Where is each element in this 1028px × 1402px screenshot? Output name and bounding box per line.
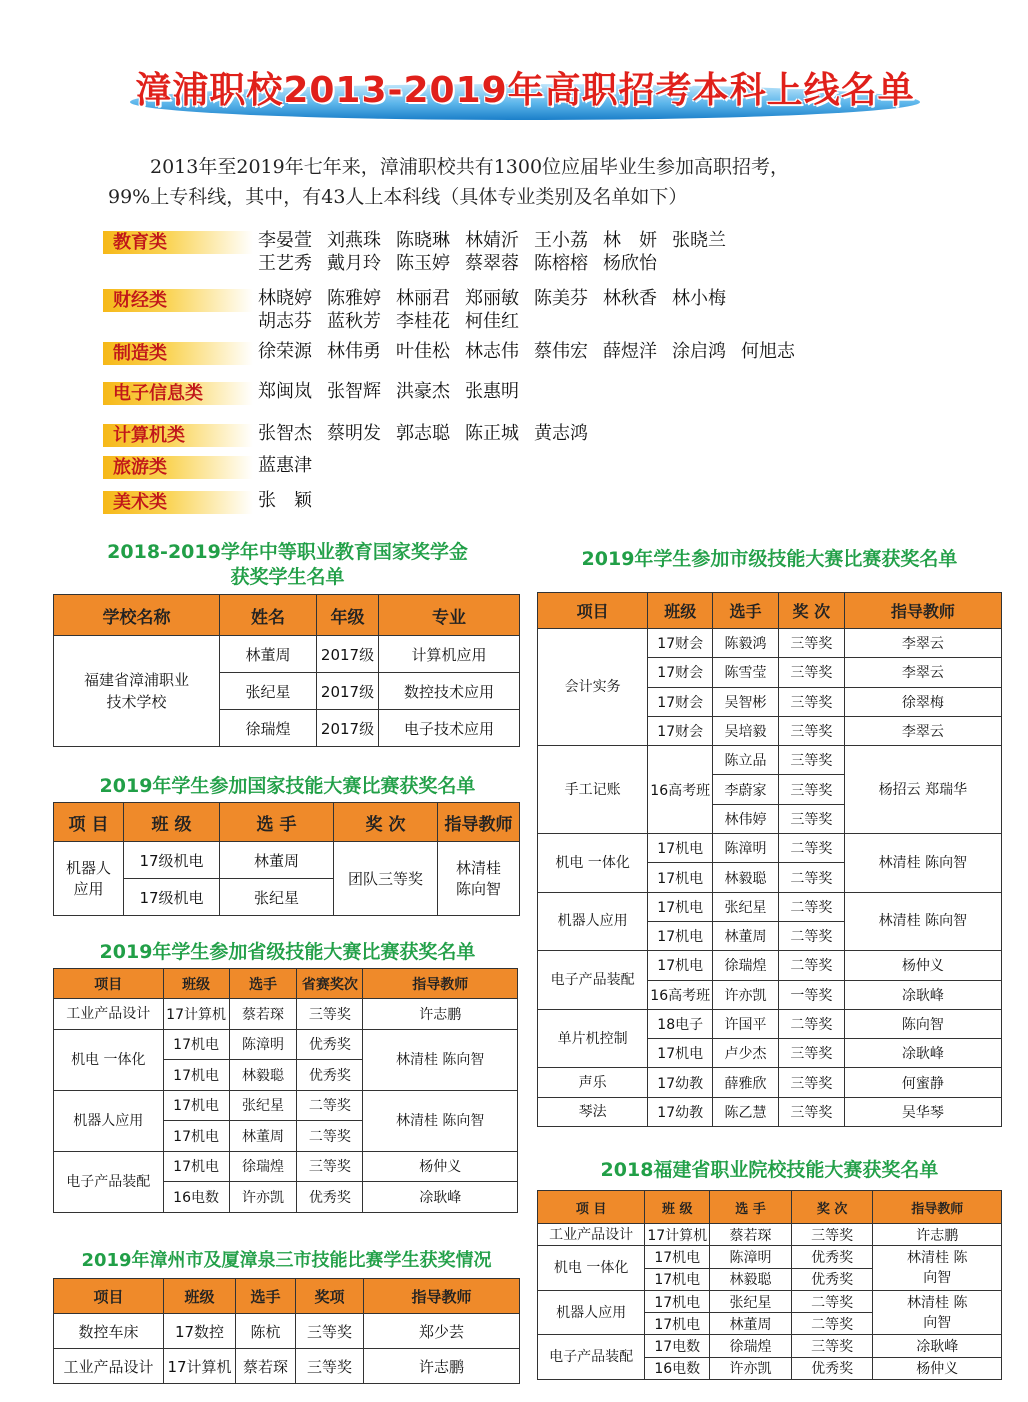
table-row xyxy=(54,1151,518,1182)
class-cell: 17财会 xyxy=(648,629,713,658)
award-cell: 一等奖 xyxy=(778,980,844,1009)
award-cell: 二等奖 xyxy=(791,1290,873,1312)
project-cell: 工业产品设计 xyxy=(54,999,164,1030)
table-row xyxy=(538,1009,1002,1038)
class-cell: 17计算机 xyxy=(163,999,229,1030)
teacher-cell: 杨仲义 xyxy=(363,1151,518,1182)
class-cell: 17机电 xyxy=(645,1290,710,1312)
award-cell: 三等奖 xyxy=(778,804,844,833)
name-cell: 林董周 xyxy=(229,1121,297,1152)
class-cell: 17机电 xyxy=(648,892,713,921)
table-header: 学校名称 xyxy=(54,595,220,636)
scholarship-title xyxy=(55,540,520,590)
table-row xyxy=(54,999,518,1030)
intro-line-2: 99%上专科线，其中，有43人上本科线（具体专业类别及名单如下） xyxy=(108,186,688,208)
class-cell: 17财会 xyxy=(648,716,713,745)
table-header: 选 手 xyxy=(710,1191,792,1224)
name-cell: 张纪星 xyxy=(710,1290,792,1312)
class-cell: 17机电 xyxy=(648,921,713,950)
teacher-cell: 林清桂 陈向智 xyxy=(844,892,1001,951)
student-name: 叶佳松 xyxy=(396,341,450,362)
student-name: 徐荣源 xyxy=(258,341,312,362)
table-cell: 林董周 xyxy=(220,636,317,673)
class-cell: 16电数 xyxy=(645,1357,710,1379)
table-header: 选手 xyxy=(229,969,297,999)
title-banner xyxy=(130,62,920,128)
name-cell: 蔡若琛 xyxy=(710,1224,792,1246)
teacher-cell: 李翠云 xyxy=(844,629,1001,658)
table-cell: 计算机应用 xyxy=(379,636,520,673)
student-name: 薛煜洋 xyxy=(603,341,657,362)
school-name-cell: 福建省漳浦职业技术学校 xyxy=(54,636,220,747)
project-cell: 电子产品装配 xyxy=(538,1335,645,1380)
table-header: 指导教师 xyxy=(438,803,520,842)
table-header: 项目 xyxy=(538,593,648,629)
award-cell: 团队三等奖 xyxy=(334,842,438,916)
name-cell: 蔡若琛 xyxy=(229,999,297,1030)
intro-line-1: 2013年至2019年七年来，漳浦职校共有1300位应届毕业生参加高职招考， xyxy=(150,156,790,178)
category-label: 美术类 xyxy=(103,491,253,514)
name-cell: 张纪星 xyxy=(713,892,779,921)
class-cell: 17幼教 xyxy=(648,1097,713,1126)
name-cell: 陈乙慧 xyxy=(713,1097,779,1126)
table-cell: 电子技术应用 xyxy=(379,710,520,747)
table-header: 项 目 xyxy=(54,803,124,842)
teacher-cell: 杨仲义 xyxy=(844,951,1001,980)
award-cell: 三等奖 xyxy=(297,1151,363,1182)
table-header: 选手 xyxy=(236,1279,296,1314)
category-label: 财经类 xyxy=(103,289,253,312)
name-cell: 陈漳明 xyxy=(229,1029,297,1060)
category-label: 制造类 xyxy=(103,342,253,365)
table-row xyxy=(538,892,1002,921)
project-cell: 机器人应用 xyxy=(54,1090,164,1151)
teacher-cell: 何蜜静 xyxy=(844,1068,1001,1097)
student-name: 陈雅婷 xyxy=(327,288,381,309)
scholarship-title-line-2: 获奖学生名单 xyxy=(230,566,345,588)
student-name: 蔡伟宏 xyxy=(534,341,588,362)
table-cell: 数控车床 xyxy=(54,1314,164,1349)
class-cell: 17机电 xyxy=(163,1151,229,1182)
category-label: 教育类 xyxy=(103,231,253,254)
zhangzhou-table xyxy=(53,1278,520,1384)
table-cell: 林董周 xyxy=(220,842,334,879)
student-name: 郭志聪 xyxy=(396,423,450,444)
name-cell: 薛雅欣 xyxy=(713,1068,779,1097)
teacher-cell: 凃耿峰 xyxy=(873,1335,1002,1357)
project-cell: 机器人应用 xyxy=(538,1290,645,1335)
table-header: 班 级 xyxy=(124,803,220,842)
table-row xyxy=(54,1090,518,1121)
project-cell: 单片机控制 xyxy=(538,1009,648,1068)
award-cell: 三等奖 xyxy=(778,746,844,775)
student-name: 黄志鸿 xyxy=(534,423,588,444)
project-cell: 工业产品设计 xyxy=(538,1224,645,1246)
table-header: 奖项 xyxy=(296,1279,364,1314)
project-cell: 琴法 xyxy=(538,1097,648,1126)
teacher-cell: 吴华琴 xyxy=(844,1097,1001,1126)
award-cell: 三等奖 xyxy=(297,999,363,1030)
header-row xyxy=(54,969,518,999)
table-row xyxy=(538,1335,1002,1357)
category-names-line xyxy=(258,489,327,512)
provincial-table xyxy=(53,968,518,1213)
category-label: 电子信息类 xyxy=(103,382,253,405)
fujian-title: 2018福建省职业院校技能大赛获奖名单 xyxy=(600,1159,939,1181)
category-names-line xyxy=(258,340,810,363)
award-cell: 二等奖 xyxy=(778,892,844,921)
class-cell: 17机电 xyxy=(163,1090,229,1121)
award-cell: 三等奖 xyxy=(778,1068,844,1097)
name-cell: 徐瑞煌 xyxy=(710,1335,792,1357)
table-header: 姓名 xyxy=(220,595,317,636)
student-name: 张惠明 xyxy=(465,381,519,402)
teacher-cell: 林清桂 陈向智 xyxy=(844,834,1001,893)
award-cell: 优秀奖 xyxy=(297,1182,363,1213)
award-cell: 二等奖 xyxy=(778,863,844,892)
teacher-cell: 林清桂 陈向智 xyxy=(873,1290,1002,1335)
class-cell: 17机电 xyxy=(645,1313,710,1335)
table-header: 选手 xyxy=(713,593,779,629)
category-label: 旅游类 xyxy=(103,456,253,479)
fujian-table xyxy=(537,1190,1002,1380)
table-header: 指导教师 xyxy=(363,969,518,999)
class-cell: 17机电 xyxy=(163,1060,229,1091)
table-cell: 17数控 xyxy=(164,1314,236,1349)
student-name: 胡志芬 xyxy=(258,311,312,332)
award-cell: 二等奖 xyxy=(778,951,844,980)
award-cell: 三等奖 xyxy=(778,687,844,716)
student-name: 陈榕榕 xyxy=(534,253,588,274)
project-cell: 声乐 xyxy=(538,1068,648,1097)
zhangzhou-title: 2019年漳州市及厦漳泉三市技能比赛学生获奖情况 xyxy=(81,1250,492,1271)
name-cell: 卢少杰 xyxy=(713,1039,779,1068)
category-names-line xyxy=(258,454,327,477)
name-cell: 张纪星 xyxy=(229,1090,297,1121)
name-cell: 林毅聪 xyxy=(713,863,779,892)
project-cell: 机器人应用 xyxy=(538,892,648,951)
name-cell: 许国平 xyxy=(713,1009,779,1038)
table-header: 奖 次 xyxy=(791,1191,873,1224)
student-name: 蔡翠蓉 xyxy=(465,253,519,274)
award-cell: 二等奖 xyxy=(778,1009,844,1038)
student-name: 林伟勇 xyxy=(327,341,381,362)
table-cell: 陈杭 xyxy=(236,1314,296,1349)
student-name: 林 妍 xyxy=(603,230,657,251)
table-cell: 三等奖 xyxy=(296,1349,364,1384)
award-cell: 二等奖 xyxy=(297,1121,363,1152)
class-cell: 17机电 xyxy=(645,1268,710,1290)
table-row xyxy=(538,1224,1002,1246)
student-name: 郑丽敏 xyxy=(465,288,519,309)
name-cell: 吴培毅 xyxy=(713,716,779,745)
table-row xyxy=(538,1097,1002,1126)
name-cell: 徐瑞煌 xyxy=(229,1151,297,1182)
class-cell: 16高考班 xyxy=(648,980,713,1009)
award-cell: 三等奖 xyxy=(778,629,844,658)
student-name: 林秋香 xyxy=(603,288,657,309)
project-cell: 电子产品装配 xyxy=(54,1151,164,1212)
table-row xyxy=(54,1029,518,1060)
student-name: 张智辉 xyxy=(327,381,381,402)
intro-paragraph xyxy=(108,152,968,212)
table-row xyxy=(538,951,1002,980)
teacher-cell: 凃耿峰 xyxy=(844,980,1001,1009)
table-cell: 工业产品设计 xyxy=(54,1349,164,1384)
award-cell: 二等奖 xyxy=(791,1313,873,1335)
student-name: 陈晓琳 xyxy=(396,230,450,251)
teacher-cell: 杨招云 郑瑞华 xyxy=(844,746,1001,834)
class-cell: 17机电 xyxy=(648,1039,713,1068)
header-row xyxy=(538,593,1002,629)
table-row xyxy=(538,746,1002,775)
category-label: 计算机类 xyxy=(103,424,253,447)
class-cell: 16电数 xyxy=(163,1182,229,1213)
project-cell: 机电 一体化 xyxy=(538,1246,645,1291)
table-cell: 蔡若琛 xyxy=(236,1349,296,1384)
award-cell: 优秀奖 xyxy=(791,1357,873,1379)
award-cell: 优秀奖 xyxy=(297,1029,363,1060)
teacher-cell: 林清桂 陈向智 xyxy=(873,1246,1002,1291)
name-cell: 陈雪莹 xyxy=(713,658,779,687)
teacher-cell: 徐翠梅 xyxy=(844,687,1001,716)
teacher-cell: 许志鹏 xyxy=(363,999,518,1030)
student-name: 王艺秀 xyxy=(258,253,312,274)
table-cell: 张纪星 xyxy=(220,879,334,916)
table-header: 指导教师 xyxy=(364,1279,520,1314)
student-name: 林志伟 xyxy=(465,341,519,362)
class-cell: 17电数 xyxy=(645,1335,710,1357)
name-cell: 林董周 xyxy=(713,921,779,950)
teacher-cell: 林清桂 陈向智 xyxy=(438,842,520,916)
class-cell: 17机电 xyxy=(648,834,713,863)
table-header: 奖 次 xyxy=(778,593,844,629)
name-cell: 吴智彬 xyxy=(713,687,779,716)
table-cell: 徐瑞煌 xyxy=(220,710,317,747)
award-cell: 二等奖 xyxy=(297,1090,363,1121)
class-cell: 17幼教 xyxy=(648,1068,713,1097)
category-names-line xyxy=(258,287,741,310)
table-cell: 17计算机 xyxy=(164,1349,236,1384)
class-cell: 17财会 xyxy=(648,687,713,716)
teacher-cell: 陈向智 xyxy=(844,1009,1001,1038)
national-title: 2019年学生参加国家技能大赛比赛获奖名单 xyxy=(99,775,476,797)
student-name: 杨欣怡 xyxy=(603,253,657,274)
header-row xyxy=(538,1191,1002,1224)
teacher-cell: 杨仲义 xyxy=(873,1357,1002,1379)
project-cell: 会计实务 xyxy=(538,629,648,746)
student-name: 陈正城 xyxy=(465,423,519,444)
table-header: 班级 xyxy=(163,969,229,999)
table-header: 选 手 xyxy=(220,803,334,842)
category-names-line xyxy=(258,252,672,275)
provincial-title: 2019年学生参加省级技能大赛比赛获奖名单 xyxy=(99,941,476,963)
award-cell: 三等奖 xyxy=(778,658,844,687)
teacher-cell: 许志鹏 xyxy=(873,1224,1002,1246)
table-header: 班级 xyxy=(648,593,713,629)
teacher-cell: 凃耿峰 xyxy=(844,1039,1001,1068)
award-cell: 优秀奖 xyxy=(791,1246,873,1268)
student-name: 刘燕珠 xyxy=(327,230,381,251)
scholarship-title-line-1: 2018-2019学年中等职业教育国家奖学金 xyxy=(107,541,468,563)
table-cell: 数控技术应用 xyxy=(379,673,520,710)
name-cell: 陈漳明 xyxy=(713,834,779,863)
class-cell: 17机电 xyxy=(163,1121,229,1152)
award-cell: 三等奖 xyxy=(791,1224,873,1246)
teacher-cell: 李翠云 xyxy=(844,658,1001,687)
national-table xyxy=(53,802,520,916)
award-cell: 三等奖 xyxy=(778,775,844,804)
project-cell: 机电 一体化 xyxy=(54,1029,164,1090)
class-cell: 17机电 xyxy=(648,951,713,980)
name-cell: 许亦凯 xyxy=(710,1357,792,1379)
teacher-cell: 凃耿峰 xyxy=(363,1182,518,1213)
table-header: 指导教师 xyxy=(873,1191,1002,1224)
award-cell: 三等奖 xyxy=(778,1097,844,1126)
table-cell: 2017级 xyxy=(317,673,379,710)
student-name: 李桂花 xyxy=(396,311,450,332)
table-cell: 三等奖 xyxy=(296,1314,364,1349)
name-cell: 李蔚家 xyxy=(713,775,779,804)
student-name: 林婧沂 xyxy=(465,230,519,251)
award-cell: 三等奖 xyxy=(778,1039,844,1068)
name-cell: 陈毅鸿 xyxy=(713,629,779,658)
table-cell: 17级机电 xyxy=(124,842,220,879)
award-cell: 三等奖 xyxy=(778,716,844,745)
student-name: 林丽君 xyxy=(396,288,450,309)
name-cell: 林董周 xyxy=(710,1313,792,1335)
table-cell: 17级机电 xyxy=(124,879,220,916)
page-title: 漳浦职校2013-2019年高职招考本科上线名单 xyxy=(135,70,915,111)
category-names-line xyxy=(258,310,534,333)
table-header: 专业 xyxy=(379,595,520,636)
student-name: 涂启鸿 xyxy=(672,341,726,362)
student-name: 洪豪杰 xyxy=(396,381,450,402)
student-name: 郑闽岚 xyxy=(258,381,312,402)
student-name: 蔡明发 xyxy=(327,423,381,444)
class-cell: 17财会 xyxy=(648,658,713,687)
table-header: 项目 xyxy=(54,969,164,999)
table-row xyxy=(538,1068,1002,1097)
table-cell: 2017级 xyxy=(317,636,379,673)
category-row xyxy=(103,456,643,478)
student-name: 陈美芬 xyxy=(534,288,588,309)
category-names-line xyxy=(258,229,741,252)
project-cell: 机器人应用 xyxy=(54,842,124,916)
student-name: 蓝惠津 xyxy=(258,455,312,476)
name-cell: 许亦凯 xyxy=(713,980,779,1009)
table-header: 班 级 xyxy=(645,1191,710,1224)
project-cell: 电子产品装配 xyxy=(538,951,648,1010)
name-cell: 陈立品 xyxy=(713,746,779,775)
teacher-cell: 林清桂 陈向智 xyxy=(363,1029,518,1090)
award-cell: 优秀奖 xyxy=(791,1268,873,1290)
name-cell: 徐瑞煌 xyxy=(713,951,779,980)
student-name: 王小荔 xyxy=(534,230,588,251)
student-name: 林小梅 xyxy=(672,288,726,309)
table-cell: 张纪星 xyxy=(220,673,317,710)
student-name: 蓝秋芳 xyxy=(327,311,381,332)
table-cell: 2017级 xyxy=(317,710,379,747)
category-names-line xyxy=(258,422,603,445)
award-cell: 优秀奖 xyxy=(297,1060,363,1091)
award-cell: 三等奖 xyxy=(791,1335,873,1357)
table-header: 省赛奖次 xyxy=(297,969,363,999)
class-cell: 16高考班 xyxy=(648,746,713,834)
student-name: 张智杰 xyxy=(258,423,312,444)
table-cell: 郑少芸 xyxy=(364,1314,520,1349)
class-cell: 17机电 xyxy=(163,1029,229,1060)
student-name: 陈玉婷 xyxy=(396,253,450,274)
name-cell: 许亦凯 xyxy=(229,1182,297,1213)
name-cell: 林伟婷 xyxy=(713,804,779,833)
table-header: 指导教师 xyxy=(844,593,1001,629)
table-cell: 许志鹏 xyxy=(364,1349,520,1384)
teacher-cell: 李翠云 xyxy=(844,716,1001,745)
class-cell: 18电子 xyxy=(648,1009,713,1038)
award-cell: 二等奖 xyxy=(778,834,844,863)
student-name: 何旭志 xyxy=(741,341,795,362)
city-table xyxy=(537,592,1002,1127)
table-header: 班级 xyxy=(164,1279,236,1314)
table-header: 年级 xyxy=(317,595,379,636)
table-header: 项 目 xyxy=(538,1191,645,1224)
student-name: 张晓兰 xyxy=(672,230,726,251)
city-title: 2019年学生参加市级技能大赛比赛获奖名单 xyxy=(581,548,958,570)
table-header: 奖 次 xyxy=(334,803,438,842)
class-cell: 17机电 xyxy=(648,863,713,892)
scholarship-table xyxy=(53,594,520,747)
name-cell: 陈漳明 xyxy=(710,1246,792,1268)
student-name: 柯佳红 xyxy=(465,311,519,332)
table-row xyxy=(538,834,1002,863)
category-names-line xyxy=(258,380,534,403)
award-cell: 二等奖 xyxy=(778,921,844,950)
name-cell: 林毅聪 xyxy=(229,1060,297,1091)
project-cell: 机电 一体化 xyxy=(538,834,648,893)
student-name: 戴月玲 xyxy=(327,253,381,274)
student-name: 林晓婷 xyxy=(258,288,312,309)
teacher-cell: 林清桂 陈向智 xyxy=(363,1090,518,1151)
table-row xyxy=(538,629,1002,658)
table-row xyxy=(538,1246,1002,1268)
class-cell: 17计算机 xyxy=(645,1224,710,1246)
category-row xyxy=(103,491,643,513)
project-cell: 手工记账 xyxy=(538,746,648,834)
table-header: 项目 xyxy=(54,1279,164,1314)
student-name: 李晏萱 xyxy=(258,230,312,251)
table-row xyxy=(538,1290,1002,1312)
student-name: 张 颖 xyxy=(258,490,312,511)
name-cell: 林毅聪 xyxy=(710,1268,792,1290)
class-cell: 17机电 xyxy=(645,1246,710,1268)
